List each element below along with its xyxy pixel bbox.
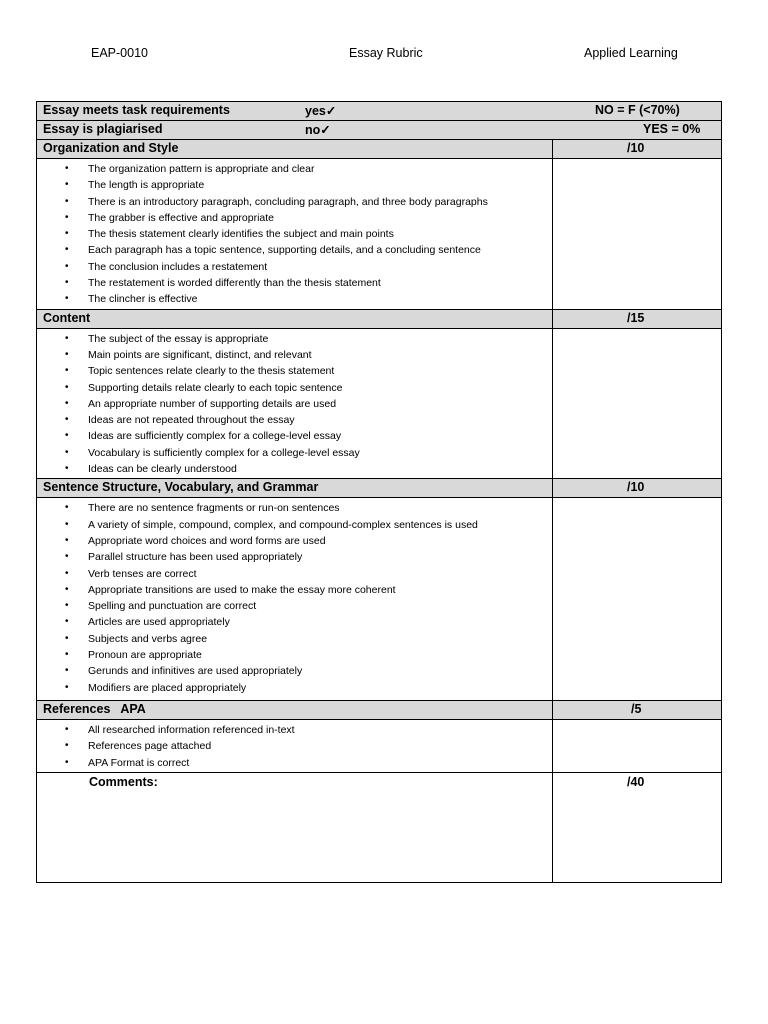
requirement-label: Essay meets task requirements [43,103,230,117]
list-item: • The thesis statement clearly identifies the subject and main points [37,226,552,242]
list-item: • The conclusion includes a restatement [37,259,552,275]
list-item: • Ideas are sufficiently complex for a college-level essay [37,428,552,444]
list-item: • Verb tenses are correct [37,566,552,582]
score-cell [553,720,721,772]
list-item: • Subjects and verbs agree [37,631,552,647]
list-item: • The grabber is effective and appropriate [37,210,552,226]
score-cell [553,329,721,479]
list-item: • The length is appropriate [37,177,552,193]
list-item: • APA Format is correct [37,755,552,771]
comments-label: Comments: [37,773,553,882]
requirement-label: Essay is plagiarised [43,122,163,136]
section-points: /15 [627,310,645,325]
section-title: References APA [37,701,553,719]
requirement-value: no✓ [305,123,331,137]
section-header-organization [37,140,721,159]
section-points: /5 [631,701,642,716]
list-item: • Parallel structure has been used appropriately [37,549,552,565]
list-item: • An appropriate number of supporting details are used [37,396,552,412]
list-item: • All researched information referenced in-text [37,722,552,738]
list-item: • Gerunds and infinitives are used appropriately [37,663,552,679]
list-item: • Modifiers are placed appropriately [37,680,552,696]
list-item: • There are no sentence fragments or run-on sentences [37,500,552,516]
list-item: • References page attached [37,738,552,754]
criteria-list [37,329,552,479]
list-item: • The clincher is effective [37,291,552,307]
list-item: • A variety of simple, compound, complex, and compound-complex sentences is used [37,517,552,533]
list-item: • Pronoun are appropriate [37,647,552,663]
section-header-references [37,701,721,720]
list-item: • Spelling and punctuation are correct [37,598,552,614]
section-points: /10 [627,480,645,495]
list-item: • Supporting details relate clearly to each topic sentence [37,380,552,396]
requirement-rule: YES = 0% [643,122,701,136]
section-body-content [37,329,721,480]
comments-row [37,773,721,882]
section-header-content [37,310,721,329]
section-body-organization [37,159,721,310]
criteria-list [37,159,552,309]
criteria-list [37,498,552,700]
list-item: • Articles are used appropriately [37,614,552,630]
section-header-grammar [37,479,721,498]
list-item: • Topic sentences relate clearly to the thesis statement [37,363,552,379]
list-item: • Each paragraph has a topic sentence, supporting details, and a concluding sentence [37,242,552,258]
list-item: • The organization pattern is appropriate and clear [37,161,552,177]
requirement-value: yes✓ [305,104,337,118]
document-header [0,46,768,64]
course-code: EAP-0010 [91,46,148,60]
list-item: • Vocabulary is sufficiently complex for a college-level essay [37,445,552,461]
list-item: • Ideas are not repeated throughout the essay [37,412,552,428]
score-cell [553,498,721,700]
requirement-rule: NO = F (<70%) [595,103,680,117]
criteria-list [37,720,552,772]
requirement-row-task [37,102,721,121]
list-item: • Ideas can be clearly understood [37,461,552,477]
rubric-table [36,101,722,883]
section-title: Organization and Style [37,140,553,158]
list-item: • The subject of the essay is appropriate [37,331,552,347]
score-cell [553,159,721,309]
department-name: Applied Learning [584,46,678,60]
section-body-references [37,720,721,773]
section-points: /10 [627,141,645,155]
section-title: Sentence Structure, Vocabulary, and Grammar [37,479,553,497]
requirement-row-plagiarism [37,121,721,140]
list-item: • The restatement is worded differently than the thesis statement [37,275,552,291]
list-item: • There is an introductory paragraph, concluding paragraph, and three body paragraphs [37,194,552,210]
list-item: • Appropriate transitions are used to make the essay more coherent [37,582,552,598]
section-body-grammar [37,498,721,701]
list-item: • Main points are significant, distinct, and relevant [37,347,552,363]
section-title: Content [37,310,553,328]
total-points: /40 [627,774,645,789]
list-item: • Appropriate word choices and word forms are used [37,533,552,549]
document-title: Essay Rubric [349,46,423,60]
